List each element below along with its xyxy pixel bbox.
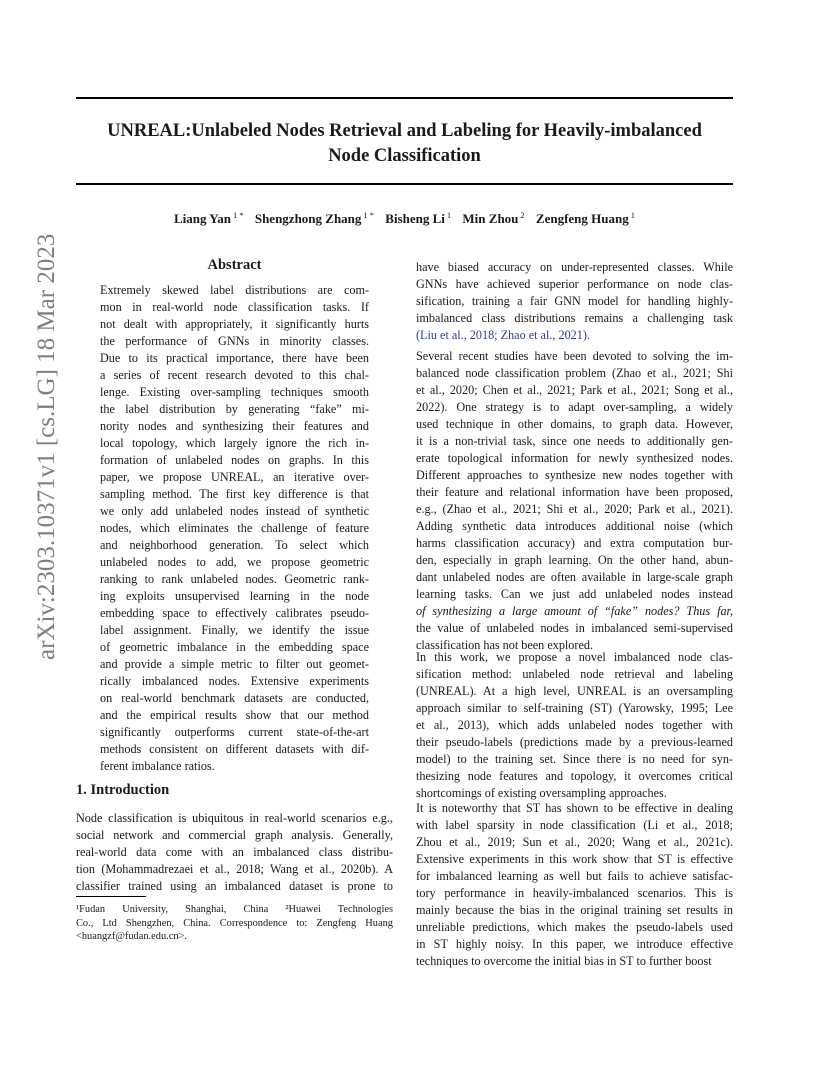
- text-line: den, especially in graph learning. On the other hand, abun-: [416, 553, 733, 567]
- text-line: harms classification accuracy) and extra computation bur-: [416, 536, 733, 550]
- abstract-line: we only add unlabeled nodes instead of synthetic: [100, 504, 369, 518]
- text-line: Different approaches to synthesize new nodes together with: [416, 468, 733, 482]
- text-line: Several recent studies have been devoted to solving the im-: [416, 349, 733, 363]
- abstract-line: not dealt with appropriately, it significantly hurts: [100, 317, 369, 331]
- abstract-line: a series of recent research devoted to this chal-: [100, 368, 369, 382]
- footnote-rule: [76, 896, 146, 897]
- text-line: It is noteworthy that ST has shown to be effective in dealing: [416, 801, 733, 815]
- text-line: classification has not been explored.: [416, 638, 593, 652]
- abstract-line: local topology, which largely ignore the rich in-: [100, 436, 369, 450]
- abstract-line: nodes, which eliminates the challenge of feature: [100, 521, 369, 535]
- text-line: learning tasks. Can we just add unlabeled nodes instead: [416, 587, 733, 601]
- text-line: imbalanced class distributions remains a challenging task: [416, 311, 733, 325]
- text-line: balanced node classification problem (Zhao et al., 2021; Shi: [416, 366, 733, 380]
- text-line: dant unlabeled nodes are often available in large-scale graph: [416, 570, 733, 584]
- abstract-line: on real-world benchmark datasets are conducted,: [100, 691, 369, 705]
- abstract-line: rically imbalanced nodes. Extensive experiments: [100, 674, 369, 688]
- abstract-line: the performance of GNNs in minority classes.: [100, 334, 369, 348]
- abstract-line: of geometric imbalance in the embedding space: [100, 640, 369, 654]
- section-heading-introduction: 1. Introduction: [76, 782, 170, 798]
- author-list: [76, 210, 733, 227]
- text-line: tory performance in heavily-imbalanced scenarios. This is: [416, 886, 733, 900]
- text-line: (UNREAL). At a high level, UNREAL is an oversampling: [416, 684, 733, 698]
- text-line: of synthesizing a large amount of “fake” nodes? Thus far,: [416, 604, 733, 618]
- abstract-line: label assignment. Finally, we identify the issue: [100, 623, 369, 637]
- abstract-line: mon in real-world node classification tasks. If: [100, 300, 369, 314]
- footnote-line: Co., Ltd Shengzhen, China. Correspondence to: Zengfeng Huang: [76, 917, 393, 929]
- text-line: unreliable predictions, which makes the pseudo-labels used: [416, 920, 733, 934]
- abstract-heading: Abstract: [207, 257, 262, 273]
- text-line: model) to the training set. Since there is no need for syn-: [416, 752, 733, 766]
- text-line: Zhou et al., 2019; Sun et al., 2020; Wang et al., 2021c).: [416, 835, 733, 849]
- abstract-line: Due to its practical importance, there have been: [100, 351, 369, 365]
- right-paragraph-4: [416, 800, 733, 970]
- text-line: et al., 2020; Chen et al., 2021; Park et al., 2021; Song et al.,: [416, 383, 733, 397]
- abstract-line: methods consistent on different datasets with dif-: [100, 742, 369, 756]
- abstract-line: lenge. Existing over-sampling techniques smooth: [100, 385, 369, 399]
- abstract-line: sampling method. The first key difference is that: [100, 487, 369, 501]
- abstract-line: unlabeled nodes to add, we propose geometric: [100, 555, 369, 569]
- intro-line: Node classification is ubiquitous in real-world scenarios e.g.,: [76, 811, 393, 825]
- text-line: their feature and relational information have been proposed,: [416, 485, 733, 499]
- abstract-line: and neighborhood generation. To select which: [100, 538, 369, 552]
- abstract-line: ranking to rank unlabeled nodes. Geometric rank-: [100, 572, 369, 586]
- abstract-body: [100, 282, 369, 775]
- text-line: it is a non-trivial task, since one needs to additionally gen-: [416, 434, 733, 448]
- text-line: sification, training a fair GNN model for handling highly-: [416, 294, 733, 308]
- introduction-paragraph: [76, 810, 393, 895]
- author: Liang Yan $^{1 *}$: [174, 210, 244, 226]
- intro-line: classifier trained using an imbalanced dataset is prone to: [76, 879, 393, 893]
- affiliation-footnote: [76, 903, 393, 944]
- right-paragraph-2: [416, 348, 733, 654]
- text-line: shortcomings of existing oversampling approaches.: [416, 786, 667, 800]
- text-line: Adding synthetic data introduces additional noise (which: [416, 519, 733, 533]
- footnote-line: ¹Fudan University, Shanghai, China ²Huawei Technologies: [76, 904, 393, 915]
- title-line-1: UNREAL:Unlabeled Nodes Retrieval and Labeling for Heavily-imbalanced: [107, 121, 702, 141]
- text-line: Extensive experiments in this work show that ST is effective: [416, 852, 733, 866]
- intro-line: social network and commercial graph analysis. Generally,: [76, 828, 393, 842]
- intro-line: tion (Mohammadrezaei et al., 2018; Wang et al., 2020b). A: [76, 862, 393, 876]
- text-line: in ST highly noisy. In this paper, we introduce effective: [416, 937, 733, 951]
- abstract-line: paper, we propose UNREAL, an iterative over-: [100, 470, 369, 484]
- intro-line: real-world data come with an imbalanced class distribu-: [76, 845, 393, 859]
- text-line: have biased accuracy on under-represented classes. While: [416, 260, 733, 274]
- abstract-line: nority nodes and synthesizing their features and: [100, 419, 369, 433]
- text-line: 2022). One strategy is to adapt over-sampling, a widely: [416, 400, 733, 414]
- right-paragraph-1: [416, 259, 733, 344]
- author: Zengfeng Huang $^1$: [535, 210, 635, 226]
- abstract-line: embedding space to effectively calibrates pseudo-: [100, 606, 369, 620]
- abstract-line: and provide a simple metric to filter out geomet-: [100, 657, 369, 671]
- author: Bisheng Li $^1$: [385, 210, 452, 226]
- title-bottom-rule: [76, 183, 733, 185]
- text-line: thesizing node features and topology, it overcomes critical: [416, 769, 733, 783]
- text-line: their pseudo-labels (predictions made by a previous-learned: [416, 735, 733, 749]
- text-line: used technique in other domains, to graph data. However,: [416, 417, 733, 431]
- right-paragraph-3: [416, 649, 733, 802]
- text-line: sification method: unlabeled node retrieval and labeling: [416, 667, 733, 681]
- title-line-2: Node Classification: [328, 146, 481, 166]
- text-line: (Liu et al., 2018; Zhao et al., 2021).: [416, 328, 590, 342]
- paper-title: [76, 119, 733, 169]
- abstract-line: the label distribution by generating “fake” mi-: [100, 402, 369, 416]
- author: Min Zhou $^2$: [462, 210, 525, 226]
- text-line: In this work, we propose a novel imbalanced node clas-: [416, 650, 733, 664]
- abstract-line: Extremely skewed label distributions are com-: [100, 283, 369, 297]
- author: Shengzhong Zhang $^{1 *}$: [254, 210, 375, 226]
- abstract-line: and the empirical results show that our method: [100, 708, 369, 722]
- text-line: GNNs have achieved superior performance on node clas-: [416, 277, 733, 291]
- top-rule: [76, 97, 733, 99]
- abstract-line: ferent imbalance ratios.: [100, 759, 215, 773]
- text-line: erate topological information for newly synthesized nodes.: [416, 451, 733, 465]
- abstract-line: formation of unlabeled nodes on graphs. In this: [100, 453, 369, 467]
- abstract-line: ing exploits unsupervised learning in the node: [100, 589, 369, 603]
- text-line: for imbalanced learning as well but fails to achieve satisfac-: [416, 869, 733, 883]
- text-line: e.g., (Zhao et al., 2021; Shi et al., 2020; Park et al., 2021).: [416, 502, 733, 516]
- text-line: the value of unlabeled nodes in imbalanced semi-supervised: [416, 621, 733, 635]
- text-line: et al., 2013), which adds unlabeled nodes together with: [416, 718, 733, 732]
- text-line: mainly because the bias in the original training set results in: [416, 903, 733, 917]
- text-line: techniques to overcome the initial bias in ST to further boost: [416, 954, 712, 968]
- text-line: approach similar to self-training (ST) (Yarowsky, 1995; Lee: [416, 701, 733, 715]
- abstract-line: significantly outperforms current state-of-the-art: [100, 725, 369, 739]
- footnote-line: <huangzf@fudan.edu.cn>.: [76, 931, 188, 943]
- text-line: with label sparsity in node classification (Li et al., 2018;: [416, 818, 733, 832]
- arxiv-identifier-stamp[interactable]: arXiv:2303.10371v1 [cs.LG] 18 Mar 2023: [33, 233, 60, 660]
